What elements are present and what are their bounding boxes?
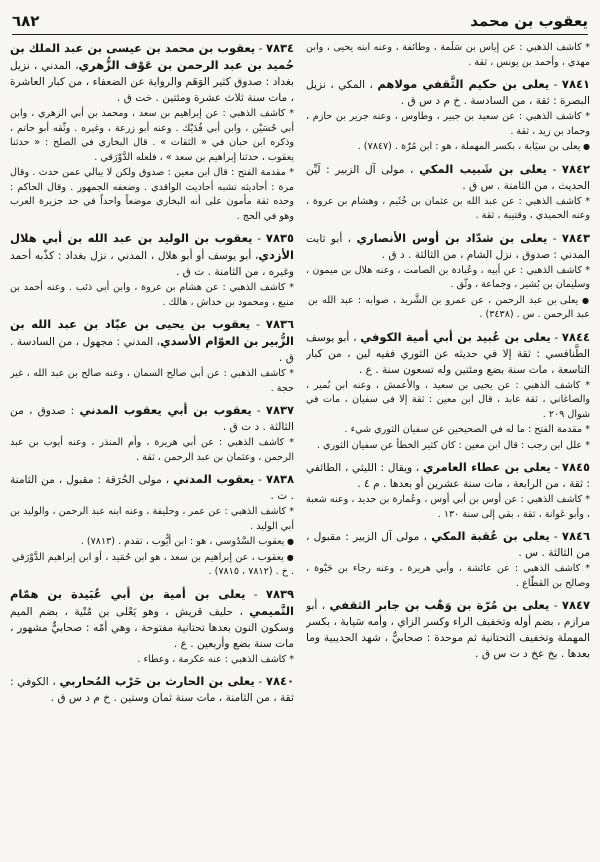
entry-separator: - — [547, 232, 562, 245]
entry-description: ، أبو ثابت المدني : صدوق ، نزل الشام ، من الثالثة . د ق . — [306, 232, 590, 261]
entry-separator: - — [254, 474, 266, 486]
entry-number: ٧٨٤٦ — [561, 529, 590, 543]
entry-description: ، مولى الحُرَقة : مقبول ، من الثامنة . ت . — [10, 474, 294, 502]
entry-number: ٧٨٤٤ — [561, 329, 590, 344]
entry-heading — [10, 40, 294, 106]
right-column — [10, 40, 294, 856]
entry-description: ، المدني ، نزيل بغداد : صدوق كثير الوَهَم والرواية عن الضعفاء ، من كبار العاشرة ، مات سنة ثلاث عشرة ومئتين . خت ق . — [10, 60, 294, 104]
entry-separator: - — [251, 405, 266, 417]
commentary-note: * كاشف الذهبي : عن عائشة ، وأبي هريرة ، وعنه رجاء بن حَيْوة ، وصالح بن القطّاع . — [306, 563, 590, 589]
entry-separator: - — [255, 43, 266, 55]
commentary-note: * كاشف الذهبي : عن عمر ، وحليفة ، وعنه ابنه عبد الرحمن ، والوليد بن أبي الوليد . — [10, 506, 294, 532]
entry-heading — [306, 329, 590, 378]
entry-number: ٧٨٤٠ — [265, 674, 294, 688]
narrator-name: يعقوب المدني — [173, 472, 255, 486]
commentary-note: * كاشف الذهبي : عنه عكرمة ، وعطاء . — [137, 653, 294, 665]
text-columns — [10, 40, 590, 856]
entry-number: ٧٨٣٧ — [265, 403, 294, 417]
biography-entry — [306, 161, 590, 224]
biography-entry — [10, 230, 294, 310]
entry-heading — [306, 161, 590, 194]
entry-separator: - — [550, 331, 562, 344]
entry-number: ٧٨٣٩ — [265, 586, 294, 601]
cross-reference: ● يعلى بن سيَابة ، بكسر المهملة ، هو : ابن مُرّة . (٧٨٤٧) . — [308, 140, 590, 155]
narrator-name: يعلى بن مُرّة بن وَهْب بن جابر الثقفي — [329, 598, 550, 612]
commentary-note: * مقدمة الفتح : قال ابن معين : صدوق ولكن لا يبالي عمن حدث . وقال مرة : أحاديثه تشبه أحاديث الواقدي . وضعفه الجمهور . وقال الحاكم : وحده ثقة مأمون على أنه البخاري موضعاً واحداً في حد جزيرة العرب وهو في الحج . — [10, 167, 294, 222]
entry-number: ٧٨٤٧ — [561, 598, 590, 612]
narrator-name: يعلى بن عُبيد بن أبي أمية الكوفي — [360, 329, 551, 344]
entry-separator: - — [549, 600, 562, 612]
entry-number: ٧٨٤١ — [561, 77, 590, 91]
commentary-note: * كاشف الذهبي : عن إياس بن سَلَمة ، وطائفة ، وعنه ابنه يحيى ، وابن مهدي ، وأحمد بن يونس ، ثقة . — [306, 42, 590, 68]
entry-separator: - — [549, 79, 562, 91]
entry-description: : صدوق ، من الثالثة . د ت ق . — [10, 405, 294, 433]
entry-description: ، المكي ، نزيل البصرة : ثقة ، من السادسة . خ م د س ق . — [306, 79, 590, 107]
entry-number: ٧٨٣٨ — [265, 472, 294, 486]
entry-description: ، أبو مرازم ، بضم أوله وتخفيف الراء وكسر الزاي ، وأمه سَيابة ، بكسر المهملة وتخفيف التحتانية ثم موحدة : صحابيٌّ ، شهد الحديبية وما بعدها . بخ عخ د ت س ق . — [306, 600, 590, 660]
narrator-name: يعقوب بن أبي يعقوب المدني — [79, 403, 252, 417]
narrator-name: يعقوب بن الوليد بن عبد الله بن أبي هلال الأزدي — [10, 231, 294, 262]
biography-entry — [306, 41, 590, 70]
entry-number: ٧٨٣٥ — [265, 231, 294, 245]
entry-heading — [306, 76, 590, 109]
entry-heading — [10, 673, 294, 706]
entry-description: ، مولى آل الزبير : مقبول ، من الثالثة . س . — [306, 531, 590, 559]
entry-description: ، ويقال : الليثي ، الطائفي : ثقة ، من الرابعة ، مات سنة عشرين أو بعدها . م ٤ . — [306, 462, 590, 490]
entry-heading — [10, 402, 294, 435]
narrator-name: يعلى بن عطاء العامري — [422, 460, 551, 474]
commentary-note: * كاشف الذهبي : عن أبي هريرة ، وأم المنذر ، وعنه أيوب بن عبد الرحمن ، وعثمان بن عبد الرحمن ، ثقة . — [10, 437, 294, 463]
narrator-name: يعلى بن حكيم الثَّقفي مولاهم — [377, 77, 550, 91]
commentary-note: * كاشف الذهبي : عن عبد الله بن عثمان بن خُثَيم ، وهشام بن عروة ، وعنه الحميدي ، وقتيبة ، ثقة . — [306, 195, 590, 221]
entry-description: ، أبو يوسف الطَّنافسي : ثقة إلا في حديثه عن الثوري ففيه لين ، من كبار التاسعة ، مات سنة بضع ومئتين وله تسعون سنة . ع . — [306, 331, 590, 376]
biography-entry — [306, 76, 590, 155]
narrator-name: يعلى بن شَبيب المكي — [419, 161, 547, 176]
cross-reference: ● يعلى بن عبد الرحمن ، عن عمرو بن الشَّريد ، صوابه : عبد الله بن عبد الرحمن . س . (٣٤٣٨) . — [308, 294, 590, 323]
entry-heading — [10, 316, 294, 366]
biography-entry — [306, 597, 590, 662]
commentary-note: * كاشف الذهبي : عن أبيه ، وعُبادة بن الصامت ، وعنه هلال بن ميمون ، وسليمان بن بُشير ، وجماعة ، وثّق . — [306, 264, 590, 290]
entry-separator: - — [252, 233, 266, 245]
running-title: يعقوب بن محمد — [470, 12, 588, 30]
entry-description: ، مولى آل الزبير : لَيِّن الحديث ، من الثامنة . س ق . — [306, 163, 590, 192]
entry-separator: - — [546, 163, 562, 176]
entry-description: ، الكوفي : ثقة ، من الثامنة ، مات سنة ثمان وستين . خ م د س ق . — [10, 676, 294, 704]
entry-heading — [306, 597, 590, 662]
biography-entry — [10, 316, 294, 396]
narrator-name: يعلى بن شدّاد بن أوس الأنصاري — [356, 230, 548, 245]
entry-number: ٧٨٤٢ — [561, 161, 590, 176]
entry-number: ٧٨٣٤ — [265, 41, 294, 55]
biography-entry — [10, 40, 294, 224]
left-column — [306, 40, 590, 856]
entry-heading — [306, 459, 590, 492]
narrator-name: يعقوب بن محمد بن عيسى بن عبد الملك بن حُميد بن عبد الرحمن بن عَوْف الزُّهري — [10, 41, 294, 72]
entry-separator: - — [245, 588, 266, 601]
commentary-note: * كاشف الذهبي : عن أوس بن أبي أوس ، وعُمارة بن حديد ، وعنه شعبة ، وأبو عَوانة ، ثقة ، بقي إلى سنة ١٣٠ . — [306, 494, 590, 520]
narrator-name: يعقوب بن يحيى بن عبّاد بن عبد الله بن الزُّبير بن العوّام الأسدي — [10, 317, 294, 348]
entry-description: ، أبو يوسف أو أبو هلال ، المدني ، نزل بغداد : كذّبه أحمد وغيره ، من الثامنة . ت ق . — [10, 250, 294, 278]
entry-number: ٧٨٤٥ — [561, 460, 590, 474]
commentary-note: * مقدمة الفتح : ما له في الصحيحين عن سفيان الثوري شيء . — [344, 424, 590, 435]
entry-separator: - — [254, 676, 266, 688]
commentary-note: * كاشف الذهبي : عن يحيى بن سعيد ، والأعمش ، وعنه ابن نُمير ، والصاغاني ، ثقة عابد ، قال ابن معين : ثقة إلا في سفيان ، مات في شوال ٢٠٩ . — [306, 379, 590, 420]
narrator-name: يعلى بن عُقبة المكي — [431, 529, 550, 543]
entry-heading — [306, 528, 590, 561]
biography-entry — [10, 471, 294, 580]
commentary-note: * كاشف الذهبي : عن هشام بن عروة ، وابن أبي ذئب . وعنه أحمد بن منيع ، ومحمود بن خداش ، هالك . — [10, 282, 294, 308]
entry-description: ، حليف قريش ، وهو يَعْلى بن مُنْية ، بضم الميم وسكون النون بعدها تحتانية مفتوحة ، وهي أمّه : صحابيٌّ مشهور ، مات سنة بضع وأربعين . ع . — [10, 605, 294, 650]
biography-entry — [306, 528, 590, 591]
biography-entry — [10, 586, 294, 668]
commentary-note: * كاشف الذهبي : عن أبي صالح السمان ، وعنه صالح بن عبد الله ، غير حجة . — [10, 368, 294, 394]
entry-heading — [10, 230, 294, 280]
entry-heading — [306, 230, 590, 263]
commentary-note: * كاشف الذهبي : عن إبراهيم بن سعد ، ومحمد بن أبي الزهري ، وابن أبي حُسَيْن ، وابن أبي فُدَيْك . وعنه أبو زرعة ، وغيره . وثّقه أبو حاتم ، وذكره ابن حبان في « الثقات » . قال البخاري في الصلح : « حدثنا يعقوب ، حدثنا إبراهيم بن سعد » ، فلعله الدَّوْرَقي . — [10, 108, 294, 163]
entry-separator: - — [250, 319, 266, 331]
commentary-note: * كاشف الذهبي : عن سعيد بن جبير ، وطاوس ، وعنه جرير بن حازم ، وحماد بن زيد ، ثقة . — [306, 111, 590, 137]
entry-heading — [10, 471, 294, 504]
cross-reference: ● يعقوب السَّدُوسي ، هو : ابن أيُّوب ، تقدم . (٧٨١٣) . — [12, 535, 294, 550]
entry-description: ، المدني : مجهول ، من السادسة . ق . — [10, 336, 294, 364]
entry-number: ٧٨٤٣ — [561, 230, 590, 245]
biography-entry — [306, 230, 590, 323]
entry-number: ٧٨٣٦ — [265, 317, 294, 331]
entry-separator: - — [550, 462, 562, 474]
biography-entry — [10, 402, 294, 465]
commentary-note: * علل ابن رجب : قال ابن معين : كان كثير الخطأ عن سفيان الثوري . — [316, 439, 590, 451]
narrator-name: يعلى بن أمية بن أبي عُبَيدة بن همّام التَّميمي — [10, 586, 294, 618]
biography-entry — [306, 329, 590, 454]
biography-entry — [306, 459, 590, 522]
narrator-name: يعلى بن الحارث بن حَرْب المُحاربي — [59, 674, 255, 688]
entry-heading — [10, 586, 294, 652]
page-number: ٦٨٢ — [12, 12, 40, 30]
entry-separator: - — [549, 531, 562, 543]
page-header — [12, 8, 588, 35]
cross-reference: ● يعقوب ، عن إبراهيم بن سعد ، هو ابن حُمَيد ، أو ابن إبراهيم الدَّوْرَقي . خ . (٧٨١٢ ، ٧٨١٥) . — [12, 551, 294, 580]
biography-entry — [10, 673, 294, 706]
